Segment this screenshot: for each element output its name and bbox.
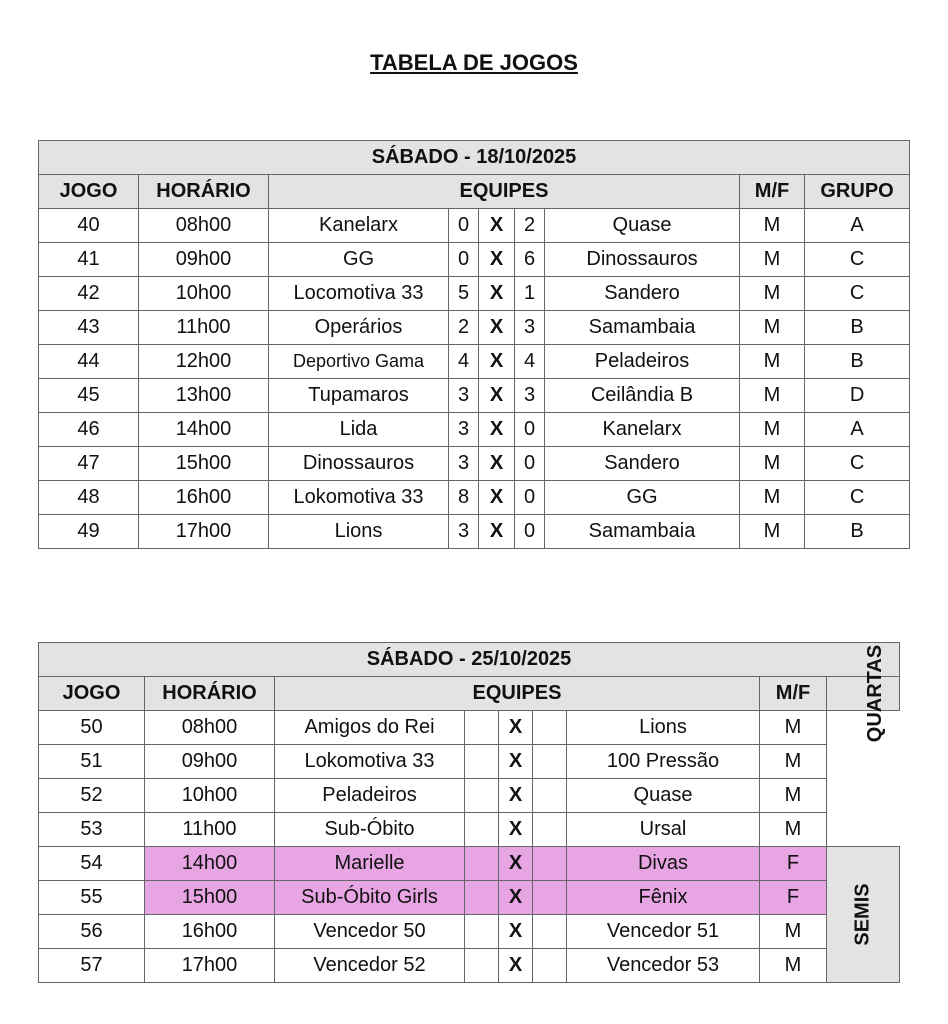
game-number: 55 bbox=[39, 881, 145, 915]
table-row bbox=[39, 243, 910, 277]
table-row bbox=[39, 949, 900, 983]
away-team: GG bbox=[545, 481, 740, 515]
home-score: 0 bbox=[449, 209, 479, 243]
versus-mark: X bbox=[499, 949, 533, 983]
home-team: Peladeiros bbox=[275, 779, 465, 813]
home-team: Lokomotiva 33 bbox=[275, 745, 465, 779]
home-team: Sub-Óbito bbox=[275, 813, 465, 847]
home-team: Vencedor 50 bbox=[275, 915, 465, 949]
gender: M bbox=[740, 481, 805, 515]
versus-mark: X bbox=[479, 481, 515, 515]
games-table-18-10 bbox=[38, 140, 910, 549]
away-team: Kanelarx bbox=[545, 413, 740, 447]
gender: M bbox=[740, 243, 805, 277]
home-team: Sub-Óbito Girls bbox=[275, 881, 465, 915]
game-number: 43 bbox=[39, 311, 139, 345]
gender: M bbox=[760, 745, 827, 779]
game-number: 42 bbox=[39, 277, 139, 311]
table-row bbox=[39, 847, 900, 881]
group: B bbox=[805, 515, 910, 549]
versus-mark: X bbox=[499, 915, 533, 949]
home-score: 0 bbox=[449, 243, 479, 277]
away-team: Ceilândia B bbox=[545, 379, 740, 413]
table-row bbox=[39, 345, 910, 379]
home-score: 2 bbox=[449, 311, 479, 345]
game-number: 53 bbox=[39, 813, 145, 847]
game-number: 41 bbox=[39, 243, 139, 277]
table-row bbox=[39, 711, 900, 745]
versus-mark: X bbox=[479, 413, 515, 447]
group: C bbox=[805, 481, 910, 515]
game-number: 44 bbox=[39, 345, 139, 379]
away-team: Quase bbox=[567, 779, 760, 813]
group: B bbox=[805, 311, 910, 345]
table-row bbox=[39, 277, 910, 311]
versus-mark: X bbox=[479, 243, 515, 277]
away-score bbox=[533, 881, 567, 915]
versus-mark: X bbox=[499, 847, 533, 881]
quartas-label: QUARTAS bbox=[827, 677, 900, 711]
away-score: 2 bbox=[515, 209, 545, 243]
away-score: 3 bbox=[515, 311, 545, 345]
gender: M bbox=[740, 447, 805, 481]
table-row bbox=[39, 881, 900, 915]
versus-mark: X bbox=[499, 881, 533, 915]
home-team: Deportivo Gama bbox=[269, 345, 449, 379]
header-jogo: JOGO bbox=[39, 175, 139, 209]
group: C bbox=[805, 243, 910, 277]
header-horario: HORÁRIO bbox=[139, 175, 269, 209]
game-number: 57 bbox=[39, 949, 145, 983]
group: C bbox=[805, 277, 910, 311]
away-score: 0 bbox=[515, 413, 545, 447]
game-time: 10h00 bbox=[145, 779, 275, 813]
game-number: 54 bbox=[39, 847, 145, 881]
away-score: 6 bbox=[515, 243, 545, 277]
game-time: 08h00 bbox=[145, 711, 275, 745]
games-table-25-10 bbox=[38, 642, 900, 983]
game-number: 50 bbox=[39, 711, 145, 745]
game-time: 17h00 bbox=[139, 515, 269, 549]
home-team: Locomotiva 33 bbox=[269, 277, 449, 311]
away-team: Dinossauros bbox=[545, 243, 740, 277]
versus-mark: X bbox=[479, 447, 515, 481]
game-time: 17h00 bbox=[145, 949, 275, 983]
game-number: 45 bbox=[39, 379, 139, 413]
away-score: 3 bbox=[515, 379, 545, 413]
date-header: SÁBADO - 18/10/2025 bbox=[39, 141, 910, 175]
home-team: Lokomotiva 33 bbox=[269, 481, 449, 515]
away-team: 100 Pressão bbox=[567, 745, 760, 779]
table-row bbox=[39, 813, 900, 847]
gender: M bbox=[740, 311, 805, 345]
game-time: 11h00 bbox=[139, 311, 269, 345]
gender: F bbox=[760, 881, 827, 915]
game-number: 46 bbox=[39, 413, 139, 447]
group: A bbox=[805, 209, 910, 243]
gender: M bbox=[760, 813, 827, 847]
home-team: Marielle bbox=[275, 847, 465, 881]
away-score bbox=[533, 847, 567, 881]
table-row bbox=[39, 311, 910, 345]
header-mf: M/F bbox=[740, 175, 805, 209]
table-row bbox=[39, 745, 900, 779]
gender: M bbox=[760, 779, 827, 813]
game-time: 11h00 bbox=[145, 813, 275, 847]
home-score: 5 bbox=[449, 277, 479, 311]
group: C bbox=[805, 447, 910, 481]
versus-mark: X bbox=[479, 277, 515, 311]
home-score bbox=[465, 745, 499, 779]
gender: M bbox=[740, 413, 805, 447]
game-number: 49 bbox=[39, 515, 139, 549]
away-score: 1 bbox=[515, 277, 545, 311]
game-time: 15h00 bbox=[139, 447, 269, 481]
versus-mark: X bbox=[479, 311, 515, 345]
versus-mark: X bbox=[479, 209, 515, 243]
game-time: 16h00 bbox=[139, 481, 269, 515]
home-score: 8 bbox=[449, 481, 479, 515]
home-team: GG bbox=[269, 243, 449, 277]
gender: M bbox=[740, 277, 805, 311]
game-time: 12h00 bbox=[139, 345, 269, 379]
home-score: 3 bbox=[449, 413, 479, 447]
home-score: 4 bbox=[449, 345, 479, 379]
versus-mark: X bbox=[499, 711, 533, 745]
away-team: Fênix bbox=[567, 881, 760, 915]
home-team: Lida bbox=[269, 413, 449, 447]
table-row bbox=[39, 915, 900, 949]
home-team: Amigos do Rei bbox=[275, 711, 465, 745]
table-row bbox=[39, 515, 910, 549]
gender: M bbox=[760, 711, 827, 745]
away-team: Divas bbox=[567, 847, 760, 881]
game-number: 51 bbox=[39, 745, 145, 779]
game-time: 15h00 bbox=[145, 881, 275, 915]
away-score: 0 bbox=[515, 481, 545, 515]
home-score bbox=[465, 779, 499, 813]
away-score: 4 bbox=[515, 345, 545, 379]
game-number: 47 bbox=[39, 447, 139, 481]
versus-mark: X bbox=[499, 745, 533, 779]
away-team: Peladeiros bbox=[545, 345, 740, 379]
game-number: 40 bbox=[39, 209, 139, 243]
header-mf: M/F bbox=[760, 677, 827, 711]
semis-label: SEMIS bbox=[827, 847, 900, 983]
away-score: 0 bbox=[515, 515, 545, 549]
gender: M bbox=[760, 915, 827, 949]
game-time: 08h00 bbox=[139, 209, 269, 243]
group: A bbox=[805, 413, 910, 447]
away-score bbox=[533, 711, 567, 745]
away-score bbox=[533, 915, 567, 949]
home-score bbox=[465, 813, 499, 847]
home-score bbox=[465, 915, 499, 949]
away-team: Quase bbox=[545, 209, 740, 243]
home-team: Dinossauros bbox=[269, 447, 449, 481]
home-score bbox=[465, 881, 499, 915]
away-team: Samambaia bbox=[545, 515, 740, 549]
game-number: 56 bbox=[39, 915, 145, 949]
game-time: 14h00 bbox=[139, 413, 269, 447]
away-score: 0 bbox=[515, 447, 545, 481]
header-equipes: EQUIPES bbox=[275, 677, 760, 711]
home-team: Operários bbox=[269, 311, 449, 345]
table-row bbox=[39, 379, 910, 413]
home-team: Lions bbox=[269, 515, 449, 549]
home-score bbox=[465, 949, 499, 983]
away-team: Vencedor 51 bbox=[567, 915, 760, 949]
away-team: Lions bbox=[567, 711, 760, 745]
page-title: TABELA DE JOGOS bbox=[370, 50, 578, 75]
gender: M bbox=[740, 345, 805, 379]
home-team: Vencedor 52 bbox=[275, 949, 465, 983]
away-team: Samambaia bbox=[545, 311, 740, 345]
game-time: 09h00 bbox=[139, 243, 269, 277]
game-time: 13h00 bbox=[139, 379, 269, 413]
home-team: Kanelarx bbox=[269, 209, 449, 243]
versus-mark: X bbox=[479, 345, 515, 379]
game-number: 52 bbox=[39, 779, 145, 813]
table-row bbox=[39, 209, 910, 243]
game-time: 09h00 bbox=[145, 745, 275, 779]
home-score: 3 bbox=[449, 447, 479, 481]
away-team: Ursal bbox=[567, 813, 760, 847]
versus-mark: X bbox=[499, 813, 533, 847]
home-score bbox=[465, 847, 499, 881]
gender: M bbox=[740, 209, 805, 243]
away-score bbox=[533, 745, 567, 779]
header-equipes: EQUIPES bbox=[269, 175, 740, 209]
game-time: 14h00 bbox=[145, 847, 275, 881]
header-jogo: JOGO bbox=[39, 677, 145, 711]
away-score bbox=[533, 779, 567, 813]
table-row bbox=[39, 779, 900, 813]
home-score bbox=[465, 711, 499, 745]
date-header: SÁBADO - 25/10/2025 bbox=[39, 643, 900, 677]
game-number: 48 bbox=[39, 481, 139, 515]
group: D bbox=[805, 379, 910, 413]
game-time: 16h00 bbox=[145, 915, 275, 949]
versus-mark: X bbox=[479, 379, 515, 413]
away-team: Vencedor 53 bbox=[567, 949, 760, 983]
gender: M bbox=[760, 949, 827, 983]
away-score bbox=[533, 949, 567, 983]
gender: M bbox=[740, 379, 805, 413]
table-row bbox=[39, 481, 910, 515]
table-row bbox=[39, 447, 910, 481]
away-team: Sandero bbox=[545, 447, 740, 481]
home-score: 3 bbox=[449, 379, 479, 413]
header-horario: HORÁRIO bbox=[145, 677, 275, 711]
away-team: Sandero bbox=[545, 277, 740, 311]
home-team: Tupamaros bbox=[269, 379, 449, 413]
home-score: 3 bbox=[449, 515, 479, 549]
versus-mark: X bbox=[479, 515, 515, 549]
header-grupo: GRUPO bbox=[805, 175, 910, 209]
gender: M bbox=[740, 515, 805, 549]
away-score bbox=[533, 813, 567, 847]
group: B bbox=[805, 345, 910, 379]
versus-mark: X bbox=[499, 779, 533, 813]
gender: F bbox=[760, 847, 827, 881]
table-row bbox=[39, 413, 910, 447]
game-time: 10h00 bbox=[139, 277, 269, 311]
